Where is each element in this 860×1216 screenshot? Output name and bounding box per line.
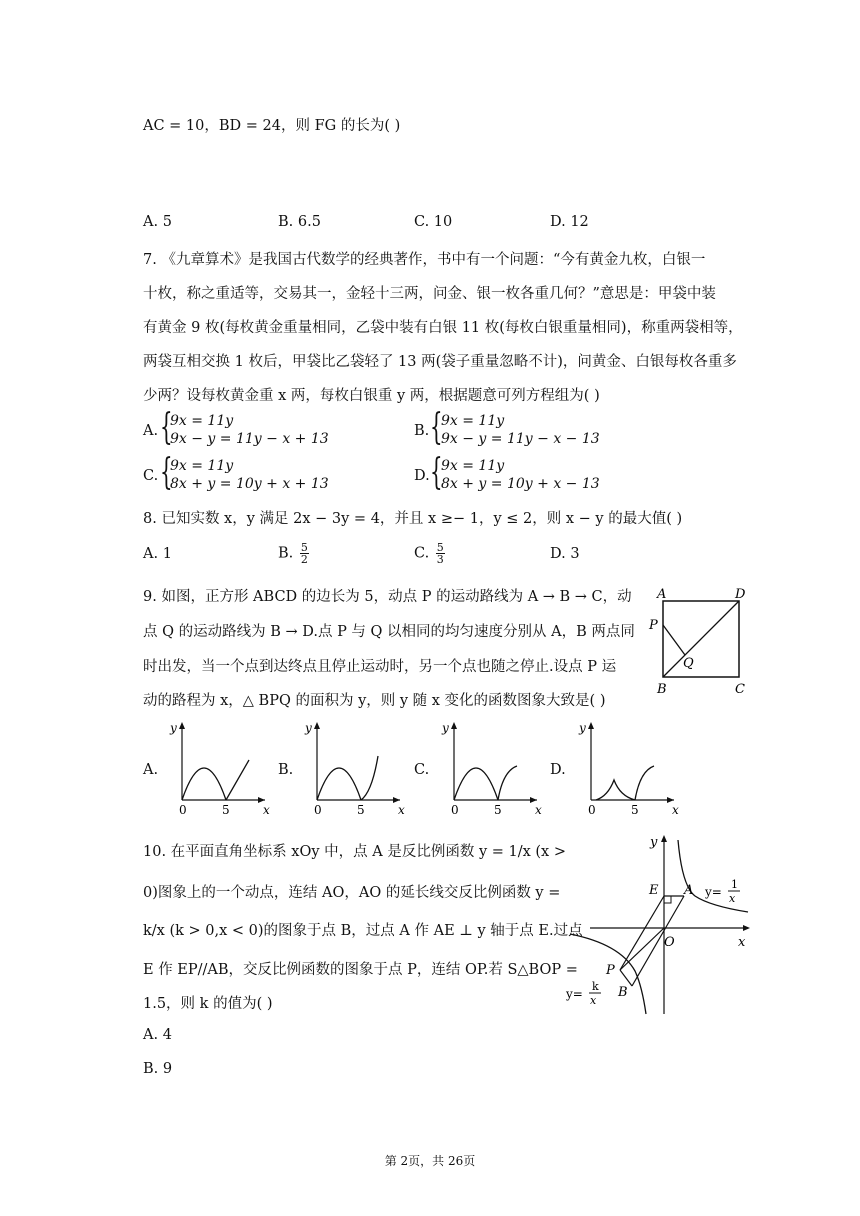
- q7-option-b-eq2: 9x − y = 11y − x − 13: [441, 431, 600, 447]
- hyperbola-first-quadrant: [678, 840, 748, 912]
- q10-line-4: E 作 EP//AB，交反比例函数的图象于点 P，连结 OP.若 S△BOP =: [143, 962, 578, 978]
- q6-option-b: B. 6.5: [278, 214, 321, 230]
- curve: [317, 768, 361, 800]
- q7-line-2: 十枚，称之重适等，交易其一，金轻十三两，问金、银一枚各重几何？”意思是：甲袋中装: [143, 286, 716, 302]
- axis-y-label: y: [650, 835, 658, 850]
- tick-5: 5: [494, 803, 502, 816]
- page-footer: 第 2页，共 26页: [384, 1154, 476, 1168]
- curve-rise: [635, 766, 654, 800]
- q9-graph-d: [574, 716, 684, 816]
- label-a: A: [657, 587, 667, 602]
- label-f2-num: k: [592, 980, 599, 993]
- label-o: O: [664, 935, 675, 950]
- q7-option-c-eq1: 9x = 11y: [170, 458, 234, 474]
- q6-option-d: D. 12: [550, 214, 589, 230]
- q9-line-1: 9. 如图，正方形 ABCD 的边长为 5，动点 P 的运动路线为 A → B → C，动: [143, 589, 632, 605]
- axis-x-label: x: [263, 803, 270, 816]
- label-a: A: [684, 883, 694, 898]
- axis-y-label: y: [442, 721, 449, 735]
- tick-5: 5: [631, 803, 639, 816]
- q6-option-c: C. 10: [414, 214, 453, 230]
- q7-option-c-eq2: 8x + y = 10y + x + 13: [170, 476, 329, 492]
- y-arrow-icon: [451, 722, 457, 729]
- tick-5: 5: [222, 803, 230, 816]
- label-f1: y=: [705, 885, 722, 899]
- q8-option-b-label: B.: [278, 545, 294, 562]
- q8-option-c-fraction: [436, 542, 445, 565]
- q9-line-2: 点 Q 的运动路线为 B → D.点 P 与 Q 以相同的均匀速度分别从 A，B 两点同: [143, 624, 635, 640]
- curve: [454, 768, 498, 800]
- q8-option-b-fraction: [300, 542, 309, 565]
- q7-option-a-eq2: 9x − y = 11y − x + 13: [170, 431, 329, 447]
- q10-line-2: 0)图象上的一个动点，连结 AO，AO 的延长线交反比例函数 y =: [143, 885, 561, 901]
- q10-hyperbola-figure: [560, 826, 756, 1020]
- curve: [182, 768, 226, 800]
- tick-0: 0: [179, 803, 187, 816]
- label-f2-den: x: [590, 994, 597, 1007]
- x-arrow-icon: [743, 925, 750, 931]
- q7-option-c-label: C.: [143, 468, 159, 484]
- q10-line-5: 1.5，则 k 的值为( ): [143, 996, 273, 1012]
- y-arrow-icon: [179, 722, 185, 729]
- q6-option-a: A. 5: [143, 214, 172, 230]
- label-p: P: [606, 963, 615, 978]
- y-arrow-icon: [661, 835, 667, 842]
- q7-option-d-brace: {: [430, 452, 443, 493]
- right-angle-mark: [664, 896, 671, 903]
- axis-x-label: x: [398, 803, 405, 816]
- line-rise: [226, 760, 249, 800]
- axis-x-label: x: [535, 803, 542, 816]
- q7-option-b-label: B.: [414, 423, 430, 439]
- q7-option-b-brace: {: [430, 407, 443, 448]
- q7-option-c-brace: {: [160, 452, 173, 493]
- q9-square-figure: [645, 585, 760, 700]
- curve-rise: [361, 756, 378, 800]
- label-b: B: [618, 985, 628, 1000]
- axis-y-label: y: [579, 721, 586, 735]
- q7-option-b-eq1: 9x = 11y: [441, 413, 505, 429]
- line-ep: [620, 896, 664, 970]
- line-ab: [632, 896, 684, 986]
- q8-stem: 8. 已知实数 x，y 满足 2x − 3y = 4，并且 x ≥− 1，y ≤ 2，则 x − y 的最大值( ): [143, 511, 683, 527]
- q9-option-b-label: B.: [278, 762, 294, 778]
- curve-rise: [498, 766, 517, 800]
- line-op: [620, 928, 664, 970]
- q7-option-a-eq1: 9x = 11y: [170, 413, 234, 429]
- q8-option-c: [414, 542, 447, 565]
- q9-graph-b: [300, 716, 410, 816]
- q9-line-4: 动的路程为 x，△ BPQ 的面积为 y，则 y 随 x 变化的函数图象大致是( ): [143, 693, 606, 709]
- axis-x-label: x: [738, 935, 746, 950]
- axis-y-label: y: [305, 721, 312, 735]
- tick-5: 5: [357, 803, 365, 816]
- q7-option-d-label: D.: [414, 468, 430, 484]
- q7-option-a-brace: {: [160, 407, 173, 448]
- q10-option-a: A. 4: [143, 1027, 172, 1043]
- q9-line-3: 时出发，当一个点到达终点且停止运动时，另一个点也随之停止.设点 P 运: [143, 659, 617, 675]
- q8-option-b-den: 2: [300, 553, 308, 566]
- tick-0: 0: [588, 803, 596, 816]
- q8-option-b-num: 5: [300, 541, 308, 554]
- tick-0: 0: [314, 803, 322, 816]
- y-arrow-icon: [588, 722, 594, 729]
- label-p: P: [649, 618, 658, 633]
- q8-option-d: D. 3: [550, 546, 580, 562]
- segment-pq: [663, 625, 685, 655]
- curve-cusp: [596, 780, 635, 800]
- diagonal-bd: [663, 601, 739, 677]
- q7-option-d-eq2: 8x + y = 10y + x − 13: [441, 476, 600, 492]
- q8-option-a: A. 1: [143, 546, 172, 562]
- q8-option-c-den: 3: [436, 553, 444, 566]
- q10-option-b: B. 9: [143, 1061, 173, 1077]
- q6-stem-end: AC = 10，BD = 24，则 FG 的长为( ): [143, 118, 401, 134]
- axis-y-label: y: [170, 721, 177, 735]
- q9-option-d-label: D.: [550, 762, 566, 778]
- q8-option-b: [278, 542, 311, 565]
- label-d: D: [735, 587, 746, 602]
- q7-line-1: 7. 《九章算术》是我国古代数学的经典著作，书中有一个问题：“今有黄金九枚，白银一: [143, 252, 706, 268]
- q7-line-3: 有黄金 9 枚(每枚黄金重量相同，乙袋中装有白银 11 枚(每枚白银重量相同)，称重两袋相等，: [143, 320, 743, 336]
- label-e: E: [649, 883, 659, 898]
- q7-option-a-label: A.: [143, 423, 159, 439]
- label-f1-den: x: [729, 892, 736, 905]
- q8-option-c-label: C.: [414, 545, 430, 562]
- q7-option-d-eq1: 9x = 11y: [441, 458, 505, 474]
- axis-x-label: x: [672, 803, 679, 816]
- q7-line-5: 少两？设每枚黄金重 x 两，每枚白银重 y 两，根据题意可列方程组为( ): [143, 388, 600, 404]
- tick-0: 0: [451, 803, 459, 816]
- q9-option-a-label: A.: [143, 762, 159, 778]
- line-pb: [620, 970, 632, 986]
- q8-option-c-num: 5: [436, 541, 444, 554]
- label-f1-num: 1: [731, 878, 738, 891]
- label-q: Q: [683, 656, 694, 671]
- label-b: B: [657, 682, 667, 697]
- q10-line-3: k/x (k > 0,x < 0)的图象于点 B，过点 A 作 AE ⊥ y 轴于点 E.过点: [143, 923, 583, 939]
- q9-option-c-label: C.: [414, 762, 430, 778]
- y-arrow-icon: [314, 722, 320, 729]
- q10-line-1: 10. 在平面直角坐标系 xOy 中，点 A 是反比例函数 y = 1/x (x >: [143, 844, 566, 860]
- label-f2: y=: [566, 987, 583, 1001]
- q7-line-4: 两袋互相交换 1 枚后，甲袋比乙袋轻了 13 两(袋子重量忽略不计)，问黄金、白银每枚各重多: [143, 354, 737, 370]
- label-c: C: [735, 682, 745, 697]
- q9-graph-a: [165, 716, 275, 816]
- q9-graph-c: [437, 716, 547, 816]
